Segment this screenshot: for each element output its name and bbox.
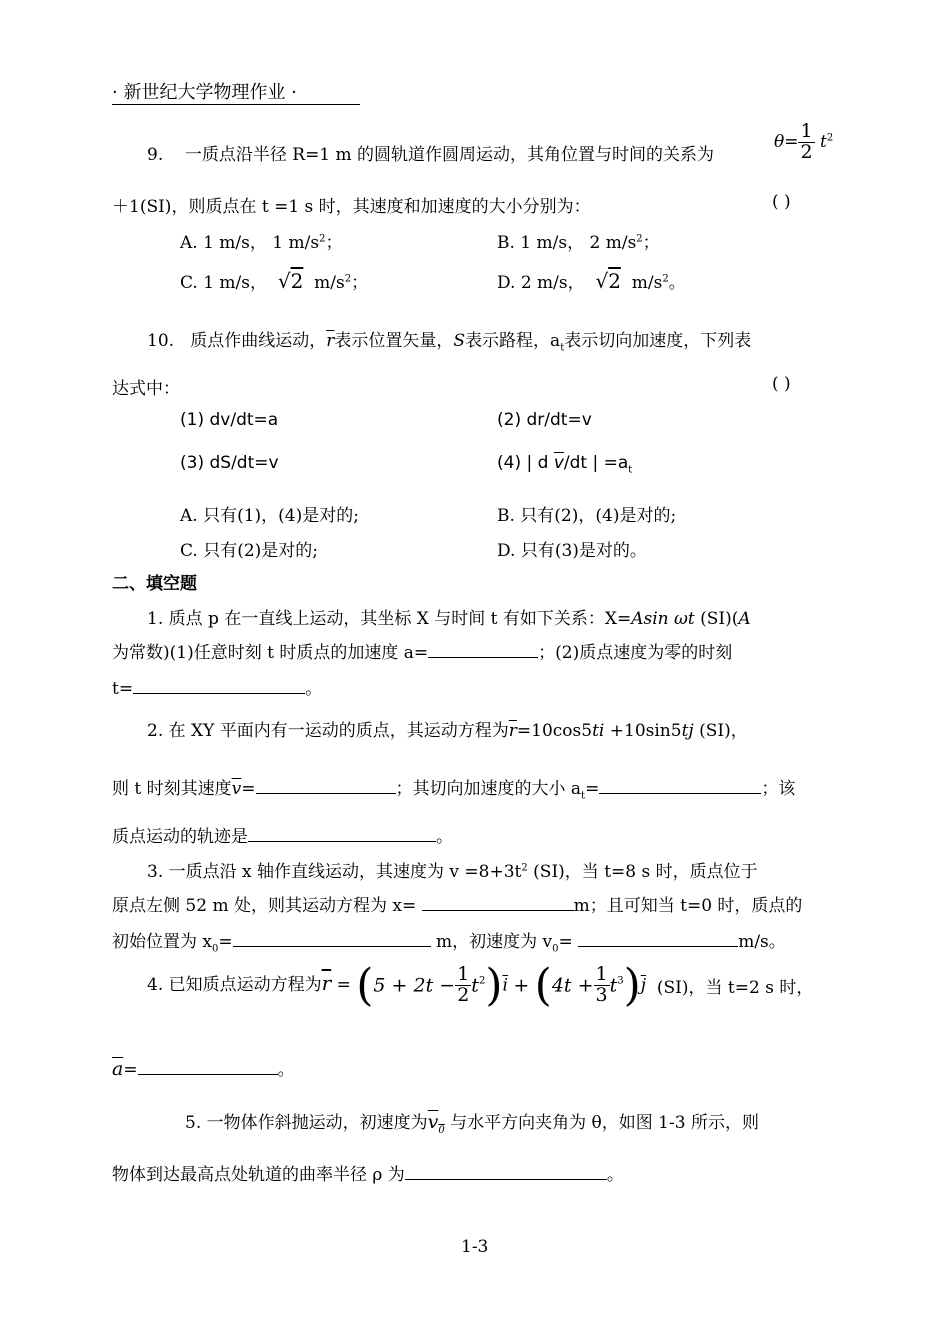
f2-text-c: +10sin5 — [604, 721, 682, 741]
paren-left-icon: ( — [534, 960, 552, 1011]
q10-e4-b: /dt | =a — [563, 453, 629, 473]
blank-velocity[interactable] — [256, 777, 396, 794]
paren-right-icon: ) — [485, 960, 503, 1011]
f2-text-g: ；其切向加速度的大小 a — [395, 779, 582, 799]
f1-text-d: ；(2)质点速度为零的时刻 — [538, 643, 733, 663]
q9-a-semi: ； — [325, 233, 343, 253]
frac-numerator: 1 — [457, 963, 470, 986]
f5-text-b: 与水平方向夹角为 θ，如图 1-3 所示，则 — [450, 1113, 759, 1133]
blank-curvature-radius[interactable] — [405, 1163, 607, 1180]
q9-option-c: C. 1 m/s， √2 $m/s^2$； — [180, 269, 369, 293]
f1-text-c: 为常数)(1)任意时刻 t 时质点的加速度 a= — [112, 643, 429, 663]
frac-numerator: 1 — [595, 963, 608, 986]
blank-acceleration-vector[interactable] — [138, 1058, 278, 1075]
blank-acceleration[interactable] — [428, 641, 538, 658]
f1-line2 — [112, 638, 732, 663]
q10-line1 — [147, 326, 751, 353]
v0-vector — [427, 1111, 445, 1136]
q9-c-unit: m/s — [314, 273, 345, 293]
theta-symbol: θ= — [774, 131, 799, 152]
f4-text-a: 4. 已知质点运动方程为 — [147, 975, 322, 995]
blank-time[interactable] — [133, 677, 305, 694]
fraction-half — [798, 122, 814, 163]
q10-option-a: A. 只有(1)，(4)是对的; — [180, 506, 359, 526]
q9-formula: θ= $\frac{1}{2}$ $t^2$ — [774, 120, 834, 163]
q10-bracket: ( ) — [772, 374, 791, 394]
q9-option-b: B. 1 m/s， 2 $m/s^2$； — [497, 233, 660, 253]
f1-text-b: (SI)( — [700, 609, 739, 629]
f3-text-g: m，初速度为 v — [430, 932, 553, 952]
sin-expr: sin ωt — [643, 609, 695, 629]
q10-option-b: B. 只有(2)，(4)是对的; — [497, 506, 677, 526]
f1-line1 — [147, 604, 751, 629]
f3-text-i: m/s。 — [738, 932, 786, 952]
f4-text-b: (SI)，当 t=2 s 时， — [656, 978, 814, 998]
j-vector: $\overline{j}$ — [640, 975, 647, 996]
f3-text-a: 3. 一质点沿 x 轴作直线运动，其速度为 v =8+3t — [147, 862, 522, 882]
q10-line2: 达式中： — [112, 379, 180, 399]
f4-line2 — [112, 1055, 295, 1080]
q9-number: 9. — [147, 145, 164, 165]
blank-initial-position[interactable] — [233, 930, 431, 947]
r-vector: $\overline{r}$ — [321, 971, 332, 995]
f4-line1: 4. 已知质点运动方程为$\overline{r} = (5 + 2t$ − $\frac{1}{2}$ $t^2)\overline{i} + (4t$ + $\frac{1}{3}$ $t^3)\overline{j}$ (SI)，当 t=2 s 时， — [147, 960, 814, 1011]
v-vector: $\overline{v}$ — [231, 779, 242, 799]
paren-right-icon: ) — [623, 960, 641, 1011]
f4-text-c: = — [123, 1060, 138, 1080]
f2-text-a: 2. 在 XY 平面内有一运动的质点，其运动方程为 — [147, 721, 509, 741]
page-number: 1-3 — [461, 1237, 489, 1257]
f1-text-a: 1. 质点 p 在一直线上运动，其坐标 X 与时间 t 有如下关系：X= — [147, 609, 632, 629]
sub-0: 0 — [212, 943, 219, 955]
sqrt-value: 2 — [290, 269, 304, 293]
q9-bracket: ( ) — [772, 192, 791, 212]
q9-c-text: C. 1 m/s， — [180, 273, 268, 293]
sub-0: 0 — [438, 1124, 445, 1136]
q10-e4-a: (4) | d — [497, 453, 549, 473]
q10-expr-3: (3) dS/dt=v — [180, 453, 279, 473]
t-var: t — [819, 131, 827, 152]
f2-text-e: 则 t 时刻其速度 — [112, 779, 232, 799]
f2-line2 — [112, 774, 795, 801]
f3-text-e: 初始位置为 x — [112, 932, 212, 952]
q9-b-semi: ； — [642, 233, 660, 253]
f1-line3 — [112, 674, 322, 699]
q9-option-d: D. 2 m/s， √2 $m/s^2$。 — [497, 269, 686, 293]
frac-denominator: 2 — [800, 140, 813, 163]
q9-a-text: A. 1 m/s， 1 m/s — [180, 233, 320, 253]
f5-line1 — [185, 1108, 759, 1136]
f2-text-b: =10cos5 — [516, 721, 593, 741]
fraction-third — [594, 965, 610, 1006]
section-title: 二、填空题 — [112, 574, 197, 594]
q9-text: 一质点沿半径 R=1 m 的圆轨道作圆周运动，其角位置与时间的关系为 — [184, 145, 715, 165]
sqrt-icon: √2 — [277, 269, 304, 293]
paren-left-icon: ( — [356, 960, 374, 1011]
blank-motion-equation[interactable] — [422, 894, 574, 911]
frac-denominator: 3 — [595, 984, 608, 1006]
frac-numerator: 1 — [800, 120, 813, 142]
q9-d-period: 。 — [668, 273, 686, 293]
f3-line1: 3. 一质点沿 x 轴作直线运动，其速度为 $v =8+3t^2$ (SI)，当 t=8 s 时，质点位于 — [147, 862, 758, 882]
t-var: t — [609, 974, 618, 997]
f1-text-e: t= — [112, 679, 134, 699]
s-var: S — [453, 331, 466, 351]
q10-text-d: 表示切向加速度，下列表 — [564, 331, 752, 351]
sub-0: 0 — [552, 943, 559, 955]
q10-option-d: D. 只有(3)是对的。 — [497, 541, 647, 561]
q10-option-c: C. 只有(2)是对的; — [180, 541, 319, 561]
f4-text-d: 。 — [277, 1060, 295, 1080]
q10-expr-4 — [497, 453, 632, 475]
f2-line1 — [147, 716, 748, 741]
v-var: v — [427, 1111, 439, 1133]
q9-c-semi: ； — [351, 273, 369, 293]
frac-denominator: 2 — [457, 984, 470, 1006]
f5-text-c: 物体到达最高点处轨道的曲率半径 ρ 为 — [112, 1165, 405, 1185]
f5-line2 — [112, 1160, 624, 1185]
a-vector: $\overline{a}$ — [112, 1058, 124, 1080]
v-vector: $\overline{v}$ — [553, 453, 564, 473]
q9-line2: ＋1(SI)，则质点在 t =1 s 时，其速度和加速度的大小分别为： — [112, 197, 591, 217]
f2-text-j: 质点运动的轨迹是 — [112, 827, 248, 847]
q9-option-a: A. 1 m/s， 1 $m/s^2$； — [180, 233, 343, 253]
f4-term1: 5 + 2t − — [373, 974, 456, 997]
f5-text-a: 5. 一物体作斜抛运动，初速度为 — [185, 1113, 428, 1133]
sub-t: t — [628, 464, 633, 476]
f3-line3 — [112, 927, 786, 954]
sub-t: t — [581, 790, 586, 802]
sqrt-icon: √2 — [595, 269, 621, 293]
sub-t: t — [560, 342, 565, 354]
fraction-half — [455, 965, 471, 1006]
q9-d-unit: m/s — [631, 273, 663, 293]
q9-d-text: D. 2 m/s， — [497, 273, 585, 293]
q10-number: 10. — [147, 331, 175, 351]
ti-expr: ti — [592, 721, 605, 741]
r-vector: $\overline{r}$ — [508, 721, 517, 741]
q9-b-text: B. 1 m/s， 2 m/s — [497, 233, 637, 253]
blank-trajectory[interactable] — [248, 825, 436, 842]
f3-text-c: 原点左侧 52 m 处，则其运动方程为 x= — [112, 896, 417, 916]
blank-tangential-accel[interactable] — [599, 777, 761, 794]
f2-text-i: ；该 — [761, 779, 796, 799]
blank-initial-velocity[interactable] — [578, 930, 738, 947]
sqrt-value: 2 — [608, 269, 621, 293]
f4-term2: 4t + — [551, 974, 594, 997]
plus-sign: + — [513, 974, 530, 997]
f3-text-d: m；且可知当 t=0 时，质点的 — [573, 896, 803, 916]
f2-text-k: 。 — [436, 827, 453, 847]
f3-text-f: = — [218, 932, 233, 952]
t-var: t — [471, 974, 479, 997]
f3-text-h: = — [558, 932, 573, 952]
f2-text-h: = — [585, 779, 600, 799]
f5-text-d: 。 — [606, 1165, 624, 1185]
f2-text-f: = — [241, 779, 256, 799]
f2-line3 — [112, 822, 453, 847]
q10-expr-2: (2) dr/dt=v — [497, 410, 592, 430]
q9-line1 — [147, 140, 714, 165]
q10-text-a: 质点作曲线运动， — [190, 331, 327, 351]
i-vector: $\overline{i}$ — [502, 975, 508, 996]
page-header: · 新世纪大学物理作业 · — [112, 82, 297, 103]
header-rule — [112, 104, 360, 105]
f1-text-f: 。 — [305, 679, 323, 699]
tj-expr: tj — [681, 721, 694, 741]
q10-text-b: 表示位置矢量， — [334, 331, 454, 351]
equals-sign: = — [336, 975, 351, 995]
a-var: A — [738, 609, 751, 629]
f3-line2 — [112, 891, 802, 916]
f2-text-d: (SI)， — [693, 721, 748, 741]
f3-text-b: (SI)，当 t=8 s 时，质点位于 — [533, 862, 758, 882]
q10-expr-1: (1) dv/dt=a — [180, 410, 279, 430]
q10-text-c: 表示路程，a — [465, 331, 561, 351]
r-vector: $\overline{r}$ — [326, 331, 335, 351]
a-var: A — [631, 609, 644, 629]
